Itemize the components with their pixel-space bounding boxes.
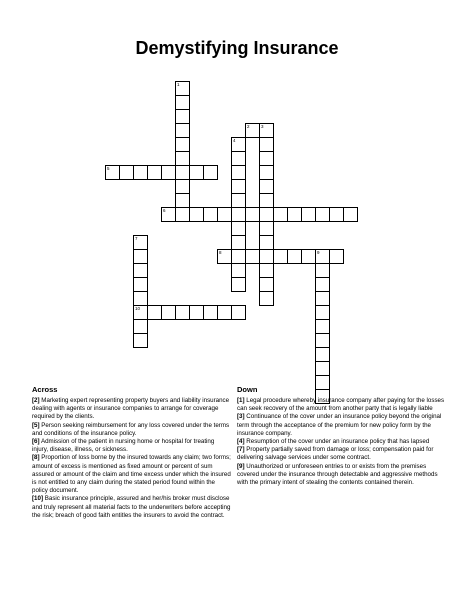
grid-cell[interactable] [273,249,288,264]
grid-cell[interactable] [189,305,204,320]
grid-cell[interactable] [147,165,162,180]
grid-cell[interactable] [175,123,190,138]
down-clue-7: [7] Property partially saved from damage or loss; compensation paid for delivering salvage services under some contract. [237,446,434,462]
grid-cell[interactable] [175,109,190,124]
grid-cell[interactable] [315,361,330,376]
grid-cell[interactable] [231,235,246,250]
grid-cell[interactable] [315,263,330,278]
grid-cell[interactable] [217,249,232,264]
clue-number: 5 [107,166,110,171]
grid-cell[interactable] [161,207,176,222]
grid-cell[interactable] [259,137,274,152]
down-clue-3: [3] Continuance of the cover under an insurance policy beyond the original term through the acceptance of the premium for new policy form by the insurance company. [237,413,442,437]
grid-cell[interactable] [259,291,274,306]
grid-cell[interactable] [259,123,274,138]
grid-cell[interactable] [259,277,274,292]
grid-cell[interactable] [259,207,274,222]
grid-cell[interactable] [175,207,190,222]
grid-cell[interactable] [175,193,190,208]
grid-cell[interactable] [175,305,190,320]
grid-cell[interactable] [329,207,344,222]
grid-cell[interactable] [343,207,358,222]
grid-cell[interactable] [315,319,330,334]
grid-cell[interactable] [259,193,274,208]
grid-cell[interactable] [231,151,246,166]
across-clue-6: [6] Admission of the patient in nursing home or hospital for treating injury, disease, illness, or sickness. [32,438,215,454]
across-clue-8: [8] Proportion of loss borne by the insured towards any claim; two forms; amount of excess is mentioned as fixed amount or percent of sum assured or amount of the claim and time excess under which the insured is not entitled to any claim during the stated period found within the policy document. [32,454,231,495]
grid-cell[interactable] [133,319,148,334]
grid-cell[interactable] [301,207,316,222]
grid-cell[interactable] [231,263,246,278]
grid-cell[interactable] [315,291,330,306]
down-clues [237,385,447,487]
grid-cell[interactable] [315,347,330,362]
grid-cell[interactable] [245,207,260,222]
grid-cell[interactable] [315,249,330,264]
grid-cell[interactable] [259,221,274,236]
clue-number: 9 [317,250,320,255]
grid-cell[interactable] [217,305,232,320]
grid-cell[interactable] [175,137,190,152]
grid-cell[interactable] [245,123,260,138]
grid-cell[interactable] [133,165,148,180]
grid-cell[interactable] [231,165,246,180]
grid-cell[interactable] [217,207,232,222]
grid-cell[interactable] [133,333,148,348]
clue-number: 4 [233,138,236,143]
grid-cell[interactable] [161,305,176,320]
across-clue-2: [2] Marketing expert representing property buyers and liability insurance dealing with agents or insurance companies to arrange for coverage required by the clients. [32,397,230,421]
grid-cell[interactable] [133,291,148,306]
grid-cell[interactable] [315,277,330,292]
grid-cell[interactable] [231,193,246,208]
grid-cell[interactable] [133,305,148,320]
grid-cell[interactable] [175,95,190,110]
grid-cell[interactable] [133,277,148,292]
grid-cell[interactable] [259,263,274,278]
clue-number: 1 [177,82,180,87]
grid-cell[interactable] [133,263,148,278]
grid-cell[interactable] [105,165,120,180]
grid-cell[interactable] [259,165,274,180]
across-clues [32,385,232,520]
grid-cell[interactable] [315,305,330,320]
grid-cell[interactable] [245,249,260,264]
grid-cell[interactable] [231,179,246,194]
grid-cell[interactable] [315,207,330,222]
grid-cell[interactable] [287,249,302,264]
grid-cell[interactable] [189,165,204,180]
down-clue-4: [4] Resumption of the cover under an insurance policy that has lapsed [237,438,430,446]
grid-cell[interactable] [231,249,246,264]
grid-cell[interactable] [273,207,288,222]
grid-cell[interactable] [175,81,190,96]
clue-number: 7 [135,236,138,241]
across-heading: Across [32,385,58,394]
grid-cell[interactable] [259,179,274,194]
grid-cell[interactable] [175,165,190,180]
grid-cell[interactable] [231,277,246,292]
down-heading: Down [237,385,258,394]
clue-number: 3 [261,124,264,129]
clue-number: 6 [163,208,166,213]
grid-cell[interactable] [231,305,246,320]
grid-cell[interactable] [189,207,204,222]
grid-cell[interactable] [119,165,134,180]
grid-cell[interactable] [147,305,162,320]
clue-number: 10 [135,306,141,311]
grid-cell[interactable] [203,165,218,180]
grid-cell[interactable] [259,249,274,264]
grid-cell[interactable] [329,249,344,264]
grid-cell[interactable] [161,165,176,180]
across-clue-5: [5] Person seeking reimbursement for any loss covered under the terms and conditions of the insurance policy. [32,421,230,437]
grid-cell[interactable] [259,235,274,250]
across-clue-10: [10] Basic insurance principle, assured and her/his broker must disclose and truly represent all material facts to the underwriters before accepting the risk; breach of good faith entitles the insurers to avoid the contract. [32,495,231,519]
grid-cell[interactable] [231,137,246,152]
grid-cell[interactable] [287,207,302,222]
clue-number: 8 [219,250,222,255]
grid-cell[interactable] [315,333,330,348]
grid-cell[interactable] [175,179,190,194]
grid-cell[interactable] [133,235,148,250]
grid-cell[interactable] [301,249,316,264]
grid-cell[interactable] [203,207,218,222]
grid-cell[interactable] [203,305,218,320]
clue-number: 2 [247,124,250,129]
down-clue-9: [9] Unauthorized or unforeseen entries to or exists from the premises covered under the insurance through detectable and aggressive methods with the primary intent of stealing the contents contained therein. [237,462,438,487]
grid-cell[interactable] [231,207,246,222]
grid-cell[interactable] [175,151,190,166]
puzzle-title: Demystifying Insurance [135,38,339,58]
grid-cell[interactable] [231,221,246,236]
grid-cell[interactable] [259,151,274,166]
down-clue-1: [1] Legal procedure whereby insurance company after paying for the losses can seek recovery of the amount from another party that is legally liable [237,397,445,413]
grid-cell[interactable] [133,249,148,264]
